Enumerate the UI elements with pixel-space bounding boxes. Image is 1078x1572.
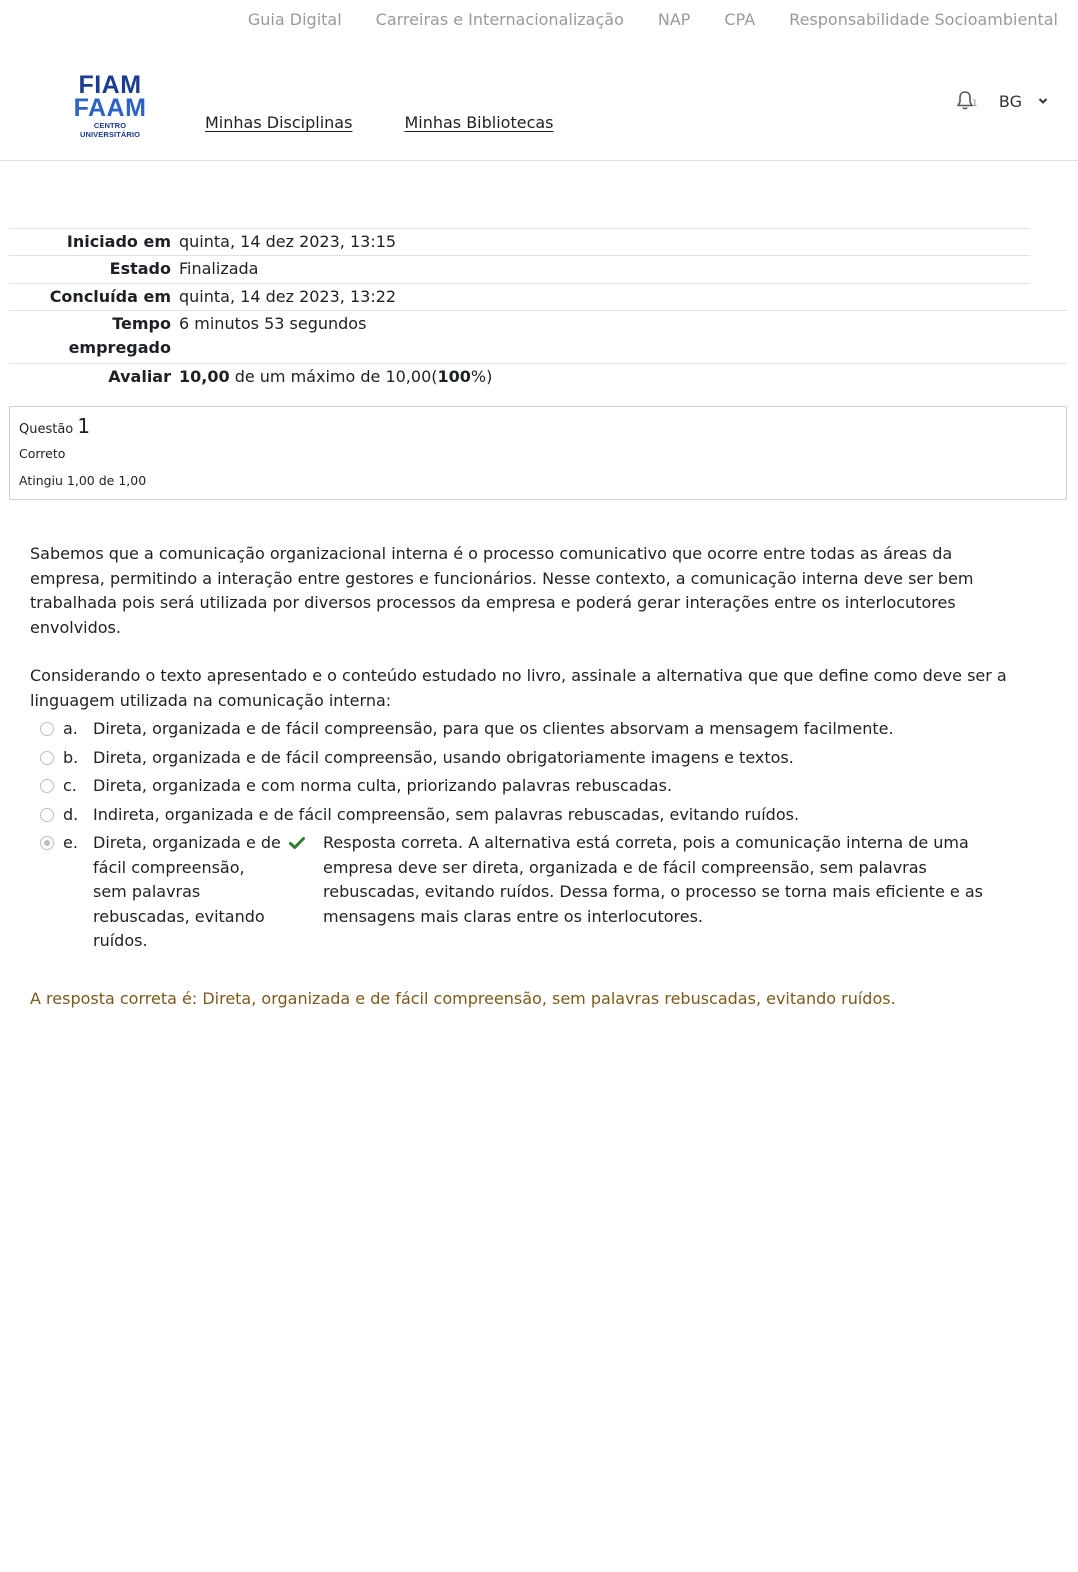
- toplink-nap[interactable]: NAP: [657, 10, 691, 29]
- state-label: Estado: [109, 259, 171, 278]
- toplink-carreiras[interactable]: Carreiras e Internacionalização: [375, 10, 624, 29]
- time-label-line-2: empregado: [68, 338, 171, 357]
- question-grade: Atingiu 1,00 de 1,00: [19, 473, 147, 488]
- grade-end: %): [470, 367, 493, 386]
- logo-line-1: FIAM: [78, 71, 142, 99]
- state-value: Finalizada: [179, 259, 259, 278]
- question-number: [19, 415, 1057, 441]
- question-label: Questão: [19, 422, 78, 437]
- summary-row-started: [9, 228, 1030, 255]
- question-paragraph-1: Sabemos que a comunicação organizacional interna é o processo comunicativo que ocorre entre todas as áreas da empresa, permitindo a interação entre gestores e funcionários. Nesse contexto, a comunicação interna deve ser bem trabalhada pois será utilizada por diversos processos da empresa e poderá gerar interações entre os interlocutores envolvidos.: [30, 544, 974, 637]
- started-label: Iniciado em: [66, 232, 171, 251]
- main-nav: [205, 113, 554, 132]
- header: [0, 48, 1078, 161]
- answer-text: Direta, organizada e de fácil compreensão, sem palavras rebuscadas, evitando ruídos.: [93, 833, 281, 950]
- grade-score: 10,00: [179, 367, 230, 386]
- time-label-line-1: Tempo: [112, 314, 171, 333]
- logo-line-2: FAAM: [73, 94, 147, 122]
- answer-option-c[interactable]: [40, 774, 1040, 799]
- answer-letter: e.: [63, 833, 78, 852]
- question-text: [30, 542, 1030, 737]
- top-links: [248, 10, 1058, 32]
- user-menu[interactable]: [999, 92, 1048, 111]
- radio-e[interactable]: [40, 836, 54, 850]
- radio-b[interactable]: [40, 751, 54, 765]
- completed-value: quinta, 14 dez 2023, 13:22: [179, 287, 397, 306]
- answer-feedback: Resposta correta. A alternativa está correta, pois a comunicação interna de uma empresa deve ser direta, organizada e de fácil compreensão, sem palavras rebuscadas, evitando ruídos. Dessa forma, o processo se torna mais eficiente e as mensagens mais claras entre os interlocutores.: [323, 833, 983, 926]
- check-icon: [289, 831, 323, 858]
- question-info-box: [9, 406, 1067, 500]
- answer-letter: b.: [63, 747, 79, 767]
- question-state: Correto: [19, 446, 66, 461]
- grade-percent: 100: [437, 367, 471, 386]
- notification-count: 1: [971, 99, 978, 109]
- summary-row-completed: [9, 283, 1030, 310]
- started-value: quinta, 14 dez 2023, 13:15: [179, 232, 397, 251]
- toplink-guia-digital[interactable]: Guia Digital: [247, 10, 342, 29]
- chevron-down-icon: [1038, 97, 1048, 105]
- time-label: [9, 311, 171, 363]
- summary-row-state: [9, 255, 1030, 283]
- answer-letter: a.: [63, 719, 78, 738]
- user-initials: BG: [998, 91, 1022, 111]
- notifications-button[interactable]: [955, 90, 981, 112]
- nav-minhas-bibliotecas[interactable]: Minhas Bibliotecas: [404, 113, 554, 132]
- answer-text: Indireta, organizada e de fácil compreensão, sem palavras rebuscadas, evitando ruídos.: [93, 804, 800, 824]
- nav-minhas-disciplinas[interactable]: Minhas Disciplinas: [205, 113, 353, 132]
- logo-line-3: CENTRO UNIVERSITÁRIO: [79, 121, 141, 139]
- attempt-summary-table: [9, 228, 1067, 391]
- radio-a[interactable]: [40, 722, 54, 736]
- answer-option-a[interactable]: [40, 717, 1040, 742]
- summary-row-time: [9, 310, 1067, 363]
- answer-text: Direta, organizada e de fácil compreensão, para que os clientes absorvam a mensagem facilmente.: [93, 719, 894, 738]
- answer-option-b[interactable]: [40, 746, 1040, 771]
- question-number-value: 1: [77, 414, 91, 438]
- user-nav: [955, 90, 1048, 112]
- answer-option-e[interactable]: [40, 831, 1040, 954]
- radio-c[interactable]: [40, 779, 54, 793]
- answer-letter: c.: [63, 776, 77, 795]
- grade-value: [171, 364, 492, 391]
- completed-label: Concluída em: [49, 287, 171, 306]
- grade-mid: de um máximo de 10,00(: [229, 367, 438, 386]
- time-value: 6 minutos 53 segundos: [179, 314, 367, 333]
- answer-text: Direta, organizada e com norma culta, priorizando palavras rebuscadas.: [93, 776, 673, 795]
- answer-option-d[interactable]: [40, 803, 1040, 828]
- answer-letter: d.: [63, 804, 79, 824]
- grade-label: Avaliar: [108, 367, 171, 386]
- answer-list: [40, 717, 1040, 958]
- radio-d[interactable]: [40, 808, 54, 822]
- answer-text: Direta, organizada e de fácil compreensão, usando obrigatoriamente imagens e textos.: [93, 747, 794, 767]
- question-paragraph-2: Considerando o texto apresentado e o conteúdo estudado no livro, assinale a alternativa que que define como deve ser a linguagem utilizada na comunicação interna:: [30, 666, 1007, 710]
- toplink-responsabilidade[interactable]: Responsabilidade Socioambiental: [789, 10, 1058, 29]
- summary-row-grade: [9, 363, 1067, 391]
- fiam-faam-logo[interactable]: [63, 71, 157, 139]
- right-answer: A resposta correta é: Direta, organizada e de fácil compreensão, sem palavras rebuscadas, evitando ruídos.: [30, 989, 896, 1008]
- toplink-cpa[interactable]: CPA: [724, 10, 756, 29]
